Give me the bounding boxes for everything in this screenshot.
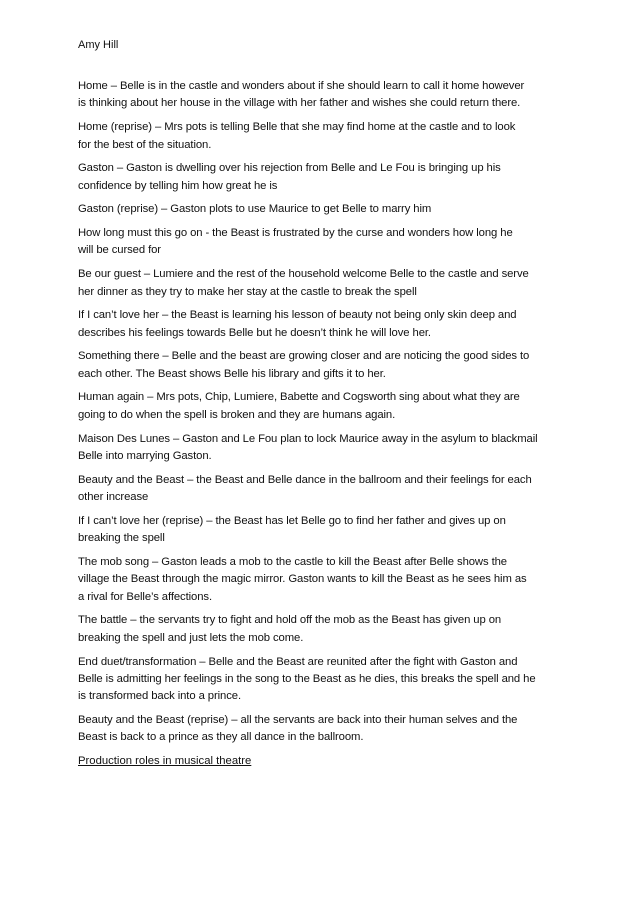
- text-line: The battle – the servants try to fight and hold off the mob as the Beast has given up on: [78, 614, 502, 627]
- text-line: If I can’t love her (reprise) – the Beast has let Belle go to find her father and gives up on: [78, 514, 506, 527]
- song-entry: [78, 472, 568, 507]
- text-line: Beauty and the Beast (reprise) – all the servants are back into their human selves and the: [78, 714, 518, 727]
- text-line: The mob song – Gaston leads a mob to the castle to kill the Beast after Belle shows the: [78, 555, 507, 568]
- song-entry: [78, 389, 568, 424]
- song-entry: [78, 78, 568, 113]
- text-line: Beauty and the Beast – the Beast and Belle dance in the ballroom and their feelings for each: [78, 473, 532, 486]
- text-line: confidence by telling him how great he is: [78, 179, 278, 192]
- song-entry: [78, 160, 568, 195]
- text-line: is thinking about her house in the village with her father and wishes she could return there.: [78, 97, 521, 110]
- text-line: How long must this go on - the Beast is frustrated by the curse and wonders how long he: [78, 227, 513, 240]
- song-entry: [78, 431, 568, 466]
- song-entry: [78, 348, 568, 383]
- song-entry: [78, 119, 568, 154]
- song-entry: [78, 307, 568, 342]
- text-line: going to do when the spell is broken and they are humans again.: [78, 408, 396, 421]
- text-line: Home – Belle is in the castle and wonders about if she should learn to call it home however: [78, 80, 525, 92]
- text-line: Home (reprise) – Mrs pots is telling Belle that she may find home at the castle and to look: [78, 121, 516, 134]
- song-entry: [78, 554, 568, 606]
- song-entry: [78, 612, 568, 647]
- author-name: Amy Hill: [78, 39, 119, 51]
- song-entry: [78, 266, 568, 301]
- text-line: Something there – Belle and the beast are growing closer and are noticing the good sides to: [78, 350, 530, 363]
- text-line: will be cursed for: [78, 244, 161, 257]
- song-entry: [78, 201, 568, 218]
- text-line: Be our guest – Lumiere and the rest of the household welcome Belle to the castle and serve: [78, 268, 529, 281]
- text-line: Gaston (reprise) – Gaston plots to use Maurice to get Belle to marry him: [78, 203, 432, 216]
- text-line: Beast is back to a prince as they all dance in the ballroom.: [78, 731, 364, 744]
- text-line: Gaston – Gaston is dwelling over his rejection from Belle and Le Fou is bringing up his: [78, 162, 501, 175]
- text-line: for the best of the situation.: [78, 138, 212, 151]
- song-entry: [78, 654, 568, 706]
- text-line: End duet/transformation – Belle and the Beast are reunited after the fight with Gaston and: [78, 655, 518, 668]
- text-line: describes his feelings towards Belle but he doesn’t think he will love her.: [78, 326, 431, 339]
- song-synopsis-list: [78, 78, 568, 771]
- text-line: Human again – Mrs pots, Chip, Lumiere, Babette and Cogsworth sing about what they are: [78, 391, 520, 404]
- song-entry: [78, 513, 568, 548]
- text-line: village the Beast through the magic mirror. Gaston wants to kill the Beast as he sees him as: [78, 573, 527, 586]
- text-line: Belle is admitting her feelings in the song to the Beast as he dies, this breaks the spell and he: [78, 672, 536, 685]
- text-line: a rival for Belle’s affections.: [78, 590, 212, 603]
- section-heading: Production roles in musical theatre: [78, 755, 252, 768]
- text-line: breaking the spell: [78, 532, 165, 545]
- text-line: breaking the spell and just lets the mob come.: [78, 631, 304, 644]
- text-line: Belle into marrying Gaston.: [78, 449, 212, 462]
- song-entry: [78, 225, 568, 260]
- text-line: is transformed back into a prince.: [78, 690, 241, 703]
- text-line: her dinner as they try to make her stay at the castle to break the spell: [78, 285, 417, 298]
- text-line: other increase: [78, 491, 149, 504]
- text-line: If I can’t love her – the Beast is learning his lesson of beauty not being only skin deep and: [78, 309, 517, 322]
- text-line: Maison Des Lunes – Gaston and Le Fou plan to lock Maurice away in the asylum to blackmail: [78, 432, 538, 445]
- text-line: each other. The Beast shows Belle his library and gifts it to her.: [78, 367, 386, 380]
- song-entry: [78, 712, 568, 747]
